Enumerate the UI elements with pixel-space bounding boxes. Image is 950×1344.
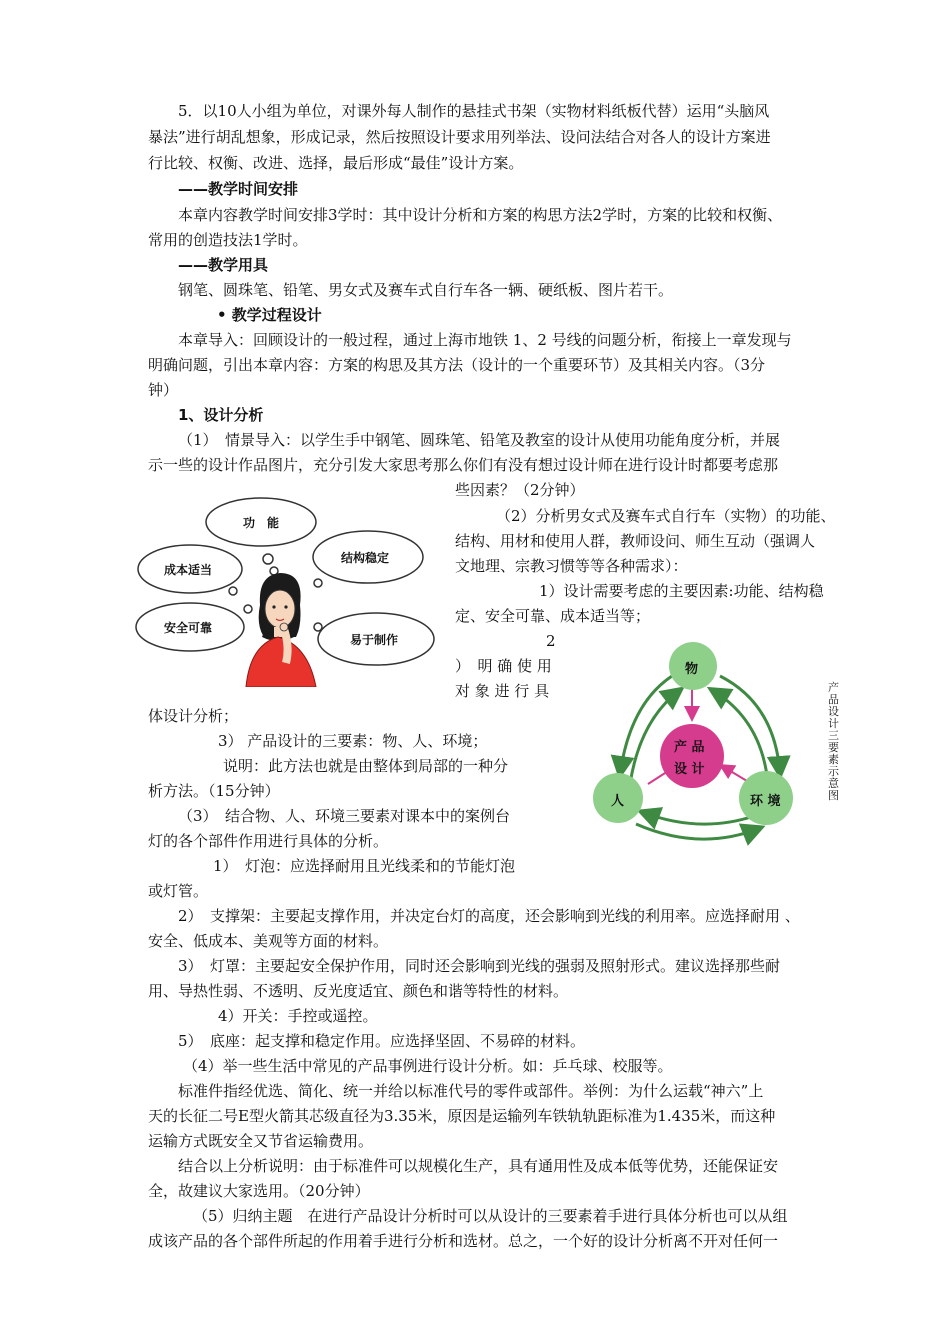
para-tools: 钢笔、圆珠笔、铅笔、男女式及赛车式自行车各一辆、硬纸板、图片若干。 bbox=[178, 281, 674, 299]
para-s3-a3b: 用、导热性弱、不透明、反光度适宜、颜色和谐等特性的材料。 bbox=[148, 982, 569, 1000]
label-env: 环 境 bbox=[750, 794, 781, 809]
heading-process: • 教学过程设计 bbox=[217, 306, 322, 324]
para-s2-item2-d: 体设计分析； bbox=[148, 707, 239, 725]
para-item5-line1: 5．以10人小组为单位，对课外每人制作的悬挂式书架（实物材料纸板代替）运用“头脑风 bbox=[178, 102, 770, 120]
label-ren: 人 bbox=[611, 794, 625, 809]
girl-figure bbox=[246, 573, 316, 687]
para-s2-line3: 文地理、宗教习惯等等各种需求）： bbox=[455, 557, 688, 575]
para-s4-p5: 全，故建议大家选用。（20分钟） bbox=[148, 1182, 370, 1200]
label-safety: 安全可靠 bbox=[164, 621, 213, 635]
para-s3-a2b: 安全、低成本、美观等方面的材料。 bbox=[148, 932, 389, 950]
label-cost: 成本适当 bbox=[164, 563, 213, 577]
para-s5-line2: 成该产品的各个部件所起的作用着手进行分析和选材。总之，一个好的设计分析离不开对任何一 bbox=[148, 1232, 779, 1250]
thought-clouds-illustration bbox=[128, 487, 440, 687]
figure-design-factors bbox=[128, 487, 440, 687]
label-structure: 结构稳定 bbox=[341, 551, 390, 565]
para-s1-line1: （1） 情景导入：以学生手中钢笔、圆珠笔、铅笔及教室的设计从使用功能角度分析，并展 bbox=[178, 431, 781, 449]
para-s2-item3: 3） 产品设计的三要素：物、人、环境； bbox=[218, 732, 488, 750]
para-s4-line1: （4）举一些生活中常见的产品事例进行设计分析。如：乒乓球、校服等。 bbox=[183, 1057, 673, 1075]
para-s3-a5: 5） 底座：起支撑和稳定作用。应选择坚固、不易碎的材料。 bbox=[178, 1032, 586, 1050]
para-s3-line1: （3） 结合物、人、环境三要素对课本中的案例台 bbox=[178, 807, 511, 825]
para-item5-line3: 行比较、权衡、改进、选择，最后形成“最佳”设计方案。 bbox=[148, 154, 524, 172]
para-s2-line2: 结构、用材和使用人群，教师设问、师生互动（强调人 bbox=[455, 532, 816, 550]
figure-three-elements bbox=[590, 634, 840, 850]
para-s1-line2: 示一些的设计作品图片，充分引发大家思考那么你们有没有想过设计师在进行设计时都要考虑那 bbox=[148, 456, 779, 474]
para-item5-line2: 暴法”进行胡乱想象，形成记录，然后按照设计要求用列举法、设问法结合对各人的设计方案进 bbox=[148, 128, 771, 146]
para-s4-p2: 天的长征二号E型火箭其芯级直径为3.35米，原因是运输列车铁轨轨距标准为1.435米，而这种 bbox=[148, 1107, 776, 1125]
label-design: 设 计 bbox=[674, 762, 705, 777]
para-s3-a1b: 或灯管。 bbox=[148, 882, 209, 900]
heading-analysis: 1、设计分析 bbox=[178, 406, 264, 424]
para-s2-line1: （2）分析男女式及赛车式自行车（实物）的功能、 bbox=[496, 507, 836, 525]
para-s2-item2-a: 2 bbox=[546, 632, 556, 650]
para-s3-a1: 1） 灯泡：应选择耐用且光线柔和的节能灯泡 bbox=[213, 857, 516, 875]
para-intro-line2: 明确问题，引出本章内容：方案的构思及其方法（设计的一个重要环节）及其相关内容。（3分 bbox=[148, 356, 766, 374]
heading-tools: ——教学用具 bbox=[178, 256, 269, 274]
label-product: 产 品 bbox=[674, 740, 705, 755]
para-s3-a4: 4）开关：手控或遥控。 bbox=[218, 1007, 378, 1025]
heading-time: ——教学时间安排 bbox=[178, 180, 299, 198]
three-elements-diagram bbox=[590, 634, 820, 850]
para-s3-line2: 灯的各个部件作用进行具体的分析。 bbox=[148, 832, 389, 850]
para-intro-line3: 钟） bbox=[148, 381, 179, 399]
para-time-line2: 常用的创造技法1学时。 bbox=[148, 231, 308, 249]
para-s2-item1-b: 定、安全可靠、成本适当等； bbox=[455, 607, 651, 625]
para-s4-p4: 结合以上分析说明：由于标准件可以规模化生产，具有通用性及成本低等优势，还能保证安 bbox=[178, 1157, 779, 1175]
para-s4-p1: 标准件指经优选、简化、统一并给以标准代号的零件或部件。举例：为什么运载“神六”上 bbox=[178, 1082, 764, 1100]
figure-caption-vertical: 产品设计三要素示意图 bbox=[828, 681, 839, 802]
para-intro-line1: 本章导入：回顾设计的一般过程，通过上海市地铁 1、2 号线的问题分析，衔接上一章发现与 bbox=[178, 331, 792, 349]
para-s3-a3: 3） 灯罩：主要起安全保护作用，同时还会影响到光线的强弱及照射形式。建议选择那些耐 bbox=[178, 957, 781, 975]
label-function: 功 能 bbox=[243, 516, 280, 530]
para-s2-item1-a: 1）设计需要考虑的主要因素:功能、结构稳 bbox=[539, 582, 824, 600]
para-s2-item2-b: ） 明 确 使 用 bbox=[455, 657, 552, 675]
para-s2-note1: 说明：此方法也就是由整体到局部的一种分 bbox=[223, 757, 509, 775]
label-easy: 易于制作 bbox=[350, 633, 399, 647]
label-wu: 物 bbox=[685, 662, 699, 677]
para-s2-item2-c: 对 象 进 行 具 bbox=[455, 682, 550, 700]
para-time-line1: 本章内容教学时间安排3学时：其中设计分析和方案的构思方法2学时，方案的比较和权衡、 bbox=[178, 206, 783, 224]
para-s3-a2: 2） 支撑架：主要起支撑作用，并决定台灯的高度，还会影响到光线的利用率。应选择耐用 、 bbox=[178, 907, 800, 925]
node-product-design bbox=[660, 724, 724, 788]
para-s5-line1: （5）归纳主题 在进行产品设计分析时可以从设计的三要素着手进行具体分析也可以从组 bbox=[193, 1207, 788, 1225]
para-s4-p3: 运输方式既安全又节省运输费用。 bbox=[148, 1132, 374, 1150]
para-s2-note2: 析方法。（15分钟） bbox=[148, 782, 280, 800]
para-s1-line3: 些因素？（2分钟） bbox=[455, 481, 585, 499]
